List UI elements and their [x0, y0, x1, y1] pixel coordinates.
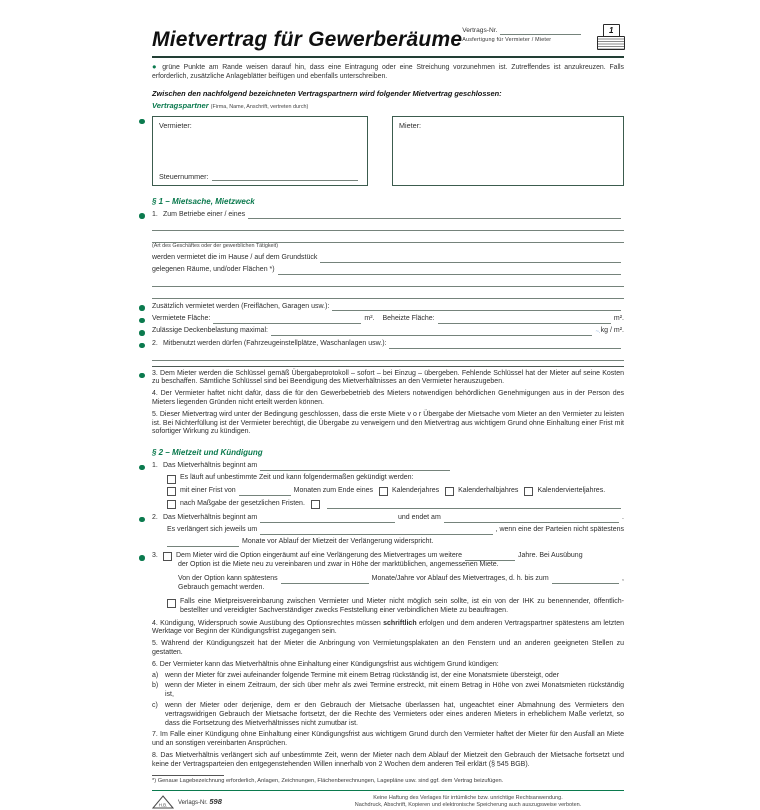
- clause-s2-6b: b) wenn der Mieter in einem Zeitraum, der sich über mehr als zwei Termine erstreckt, mit einem Betrag in Höhe von zwei Monatsmieten rückständig ist,: [152, 682, 624, 699]
- option-deadline-blank[interactable]: [281, 575, 369, 584]
- additional-rented-blank[interactable]: [332, 302, 621, 311]
- option-extension-cont: der Option ist die Miete neu zu vereinbaren und zwar in Höhe der marktüblichen, angemessenen Miete.: [178, 561, 499, 569]
- option-statutory-periods: nach Maßgabe der gesetzlichen Fristen.: [152, 500, 624, 509]
- landlord-label: Vermieter:: [159, 120, 192, 130]
- field-start-date: 1. Das Mietverhältnis beginnt am: [152, 462, 624, 471]
- form-sheet-icon: [597, 36, 625, 50]
- begin-date-blank[interactable]: [260, 514, 395, 523]
- tax-number-label: Steuernummer:: [159, 171, 209, 181]
- option-deadline-cont: Gebrauch gemacht werden.: [178, 584, 265, 592]
- other-option-blank[interactable]: [327, 500, 621, 509]
- business-type-hint: (Art des Geschäftes oder der gewerblichen Tätigkeit): [152, 243, 279, 250]
- green-dot-marker: [139, 318, 145, 324]
- item-number: 3.: [152, 552, 158, 560]
- green-dot-marker: [139, 119, 145, 125]
- landlord-box[interactable]: [152, 116, 368, 186]
- page-title: Mietvertrag für Gewerberäume: [152, 28, 463, 51]
- form-footer: [152, 795, 624, 810]
- partners-heading: [152, 101, 624, 112]
- extension-period-blank[interactable]: [260, 526, 492, 535]
- tax-number-blank[interactable]: [212, 172, 358, 181]
- calendar-year-checkbox[interactable]: [379, 487, 388, 496]
- option-expert-appraisal: Falls eine Mietpreisvereinbarung zwischen Vermieter und Mieter nicht möglich sein sollte, ist ein von der IHK zu benennender, öffentlich-bestellter und vereidigter Sachverständiger zwecks Feststellung einer verbindlichen Miete zu beauftragen.: [152, 598, 624, 616]
- calendar-quarter-checkbox[interactable]: [524, 487, 533, 496]
- field-shared-use: 2. Mitbenutzt werden dürfen (Fahrzeugeinstellplätze, Waschanlagen usw.):: [152, 340, 624, 349]
- expert-appraisal-checkbox[interactable]: [167, 599, 176, 608]
- tenant-box[interactable]: [392, 116, 624, 186]
- property-blank[interactable]: [320, 254, 621, 263]
- green-dot-icon: ●: [152, 62, 159, 72]
- copy-for-label: Ausfertigung für Vermieter / Mieter: [462, 37, 552, 43]
- calendar-halfyear-checkbox[interactable]: [445, 487, 454, 496]
- business-type-blank[interactable]: [248, 210, 621, 219]
- green-dot-marker: [139, 555, 145, 561]
- footer-rule: [152, 790, 624, 791]
- green-dot-marker: [139, 213, 145, 219]
- publisher-disclaimer: Keine Haftung des Verlages für irrtümliche bzw. unrichtige Rechtsanwendung. Nachdruck, Abschrift, Kopieren und elektronische Speicherung auch auszugsweise verboten.: [354, 794, 582, 809]
- rooms-blank-2[interactable]: [152, 275, 624, 287]
- field-extension: Es verlängert sich jeweils um , wenn eine der Parteien nicht spätestens: [167, 526, 624, 534]
- publisher-logo-icon: [152, 795, 174, 809]
- page-number-badge: [593, 24, 629, 50]
- shared-use-blank[interactable]: [389, 340, 621, 349]
- clause-s2-4: 4. Kündigung, Widerspruch sowie Ausübung des Optionsrechtes müssen schriftlich erfolgen und dem anderen Vertragspartner spätestens am letzten Werktage vor Beginn der Kündigungsfrist zugegangen sein.: [152, 619, 624, 636]
- field-fixed-term: 2. Das Mietverhältnis beginnt am und endet am .: [152, 514, 624, 523]
- tenant-label: Mieter:: [399, 120, 421, 130]
- other-option-checkbox[interactable]: [311, 500, 320, 509]
- stray-pen-mark: ~.: [595, 328, 601, 335]
- notice-period-checkbox[interactable]: [167, 487, 176, 496]
- heated-area-blank[interactable]: [438, 315, 611, 324]
- between-parties-line: Zwischen den nachfolgend bezeichneten Vertragspartnern wird folgender Mietvertrag geschlossen:: [152, 88, 502, 98]
- clause-s1-4: 4. Der Vermieter haftet nicht dafür, dass die für den Gewerbebetrieb des Mieters notwendigen behördlichen Genehmigungen aus in der Person des Mieters liegenden Gründen nicht erteilt werden können.: [152, 390, 624, 407]
- option-years-blank[interactable]: [465, 552, 515, 561]
- objection-months-blank[interactable]: [167, 538, 239, 547]
- field-option-deadline: Von der Option kann spätestens Monate/Jahre vor Ablauf des Mietvertrages, d. h. bis zum ,: [178, 575, 624, 583]
- field-objection-months: Monate vor Ablauf der Mietzeit der Verlängerung widerspricht.: [152, 538, 624, 547]
- partners-label: Vertragspartner: [152, 101, 209, 111]
- option-unlimited-term: Es läuft auf unbestimmte Zeit und kann folgendermaßen gekündigt werden:: [152, 474, 624, 484]
- clause-s2-6c: c) wenn der Mieter oder derjenige, dem er den Gebrauch der Mietsache überlassen hat, ungeachtet einer Abmahnung des Vermieters den vertragswidrigen Gebrauch der Mietsache fortsetzt, der die Rechte des Vermieters oder eines anderen Mieters in erheblichem Maße verletzt, so dass die Fortsetzung des Mietverhältnisses nicht zumutbar ist.: [152, 702, 624, 727]
- item-number: 1.: [152, 210, 158, 218]
- svg-text:H.B.: H.B.: [158, 802, 168, 808]
- green-dot-marker: [139, 373, 145, 379]
- shared-use-blank-2[interactable]: [152, 349, 624, 361]
- clause-s1-3: 3. Dem Mieter werden die Schlüssel gemäß Übergabeprotokoll – sofort – bei Einzug – übergeben. Fehlende Schlüssel hat der Mieter auf seine Kosten zu beschaffen. Sämtliche Schlüssel sind bei Beendigung des Mietverhältnisses an den Vermieter herauszugeben.: [152, 370, 624, 388]
- option-notice-period: mit einer Frist von Monaten zum Ende eines Kalenderjahres Kalenderhalbjahres Kalendervierteljahres.: [152, 487, 624, 496]
- section1-heading: § 1 – Mietsache, Mietzweck: [152, 196, 255, 206]
- clause-s2-8: 8. Das Mietverhältnis verlängert sich auf unbestimmte Zeit, wenn der Mieter nach dem Ablauf der Mietzeit den Gebrauch der Mietsache fortsetzt und keine der Vertragsparteien den entgegenstehenden Willen innerhalb von 2 Wochen dem anderen Teil erklärt (§ 545 BGB).: [152, 752, 624, 768]
- green-dot-marker: [139, 517, 145, 523]
- form-header: [152, 20, 624, 53]
- field-ceiling-load: Zulässige Deckenbelastung maximal: ~. kg / m².: [152, 327, 624, 336]
- option-date-blank[interactable]: [552, 575, 619, 584]
- business-type-blank-2[interactable]: [152, 219, 624, 231]
- green-dot-marker: [139, 305, 145, 311]
- item-number: 2.: [152, 513, 158, 521]
- ceiling-load-blank[interactable]: [271, 327, 593, 336]
- field-property: werden vermietet die im Hause / auf dem Grundstück: [152, 254, 624, 263]
- contract-no-label: Vertrags-Nr.: [462, 26, 498, 34]
- rented-area-blank[interactable]: [213, 315, 361, 324]
- statutory-periods-checkbox[interactable]: [167, 500, 176, 509]
- green-dot-marker: [139, 465, 145, 471]
- clause-s2-5: 5. Während der Kündigungszeit hat der Mieter die Anbringung von Vermietungsplakaten an den Fenstern und an anderen geeigneten Stellen zu gestatten.: [152, 640, 624, 656]
- field-rooms: gelegenen Räume, und/oder Flächen *): [152, 266, 624, 275]
- green-dots-note: ● grüne Punkte am Rande weisen darauf hin, dass eine Eintragung oder eine Streichung vorzunehmen ist. Zutreffendes ist anzukreuzen. Falls erforderlich, zusätzliche Anlageblätter beifügen und ebenfalls unterschreiben.: [152, 62, 624, 81]
- written-form-emphasis: schriftlich: [383, 619, 417, 627]
- footnote-rule: [152, 775, 224, 776]
- publisher-number: Verlags-Nr. 598: [178, 796, 222, 806]
- option-extension-checkbox[interactable]: [163, 552, 172, 561]
- item-number: 1.: [152, 461, 158, 469]
- rooms-blank-3[interactable]: [152, 287, 624, 299]
- clause-s2-6a: a) wenn der Mieter für zwei aufeinander folgende Termine mit einem Betrag rückständig ist, der eine Monatsmiete übersteigt, oder: [152, 671, 560, 679]
- green-dot-marker: [139, 343, 145, 349]
- party-boxes: [152, 116, 624, 186]
- contract-form-page: [152, 20, 624, 810]
- clause-s1-5: 5. Dieser Mietvertrag wird unter der Bedingung geschlossen, dass die erste Miete v o r Übergabe der Mietsache vom Mieter an den Vermieter zu leisten ist. Bei Nichterfüllung ist der Vermieter berechtigt, die Übergabe zu verweigern und den Mietvertrag aus wichtigem Grund ohne Einhaltung einer Frist mit sofortiger Wirkung zu kündigen.: [152, 410, 624, 436]
- green-dot-marker: [139, 330, 145, 336]
- business-type-blank-3[interactable]: [152, 231, 624, 243]
- rooms-blank[interactable]: [278, 266, 621, 275]
- footnote: *) Genaue Lagebezeichnung erforderlich, Anlagen, Zeichnungen, Flächenberechnungen, Lagepläne usw. sind ggf. dem Vertrag beizufügen.: [152, 777, 504, 784]
- start-date-blank[interactable]: [260, 462, 450, 471]
- contract-no-blank[interactable]: [500, 26, 581, 35]
- title-rule: [152, 56, 624, 58]
- partners-hint: (Firma, Name, Anschrift, vertreten durch): [210, 104, 309, 111]
- field-additional-rented: Zusätzlich vermietet werden (Freiflächen, Garagen usw.):: [152, 302, 624, 311]
- clause-s2-7: 7. Im Falle einer Kündigung ohne Einhaltung einer Kündigungsfrist aus wichtigem Grund durch den Vermieter haftet der Mieter für den Ausfall an Miete und an sonstigen vereinbarten Ansprüchen.: [152, 731, 624, 748]
- end-date-blank[interactable]: [444, 514, 619, 523]
- item-number: 2.: [152, 339, 158, 347]
- field-areas: Vermietete Fläche: m². Beheizte Fläche: m².: [152, 315, 624, 324]
- notice-months-blank[interactable]: [239, 487, 291, 496]
- field-option-extension: 3. Dem Mieter wird die Option eingeräumt auf eine Verlängerung des Mietvertrages um weitere Jahre. Bei Ausübung: [152, 552, 624, 561]
- clause-s2-6: 6. Der Vermieter kann das Mietverhältnis ohne Einhaltung einer Kündigungsfrist aus wichtigem Grund kündigen:: [152, 660, 499, 668]
- section2-heading: § 2 – Mietzeit und Kündigung: [152, 448, 263, 458]
- page-number: 1: [603, 24, 620, 37]
- section-divider: [152, 366, 624, 367]
- field-business-type: 1. Zum Betriebe einer / eines: [152, 210, 624, 219]
- unlimited-term-checkbox[interactable]: [167, 475, 176, 484]
